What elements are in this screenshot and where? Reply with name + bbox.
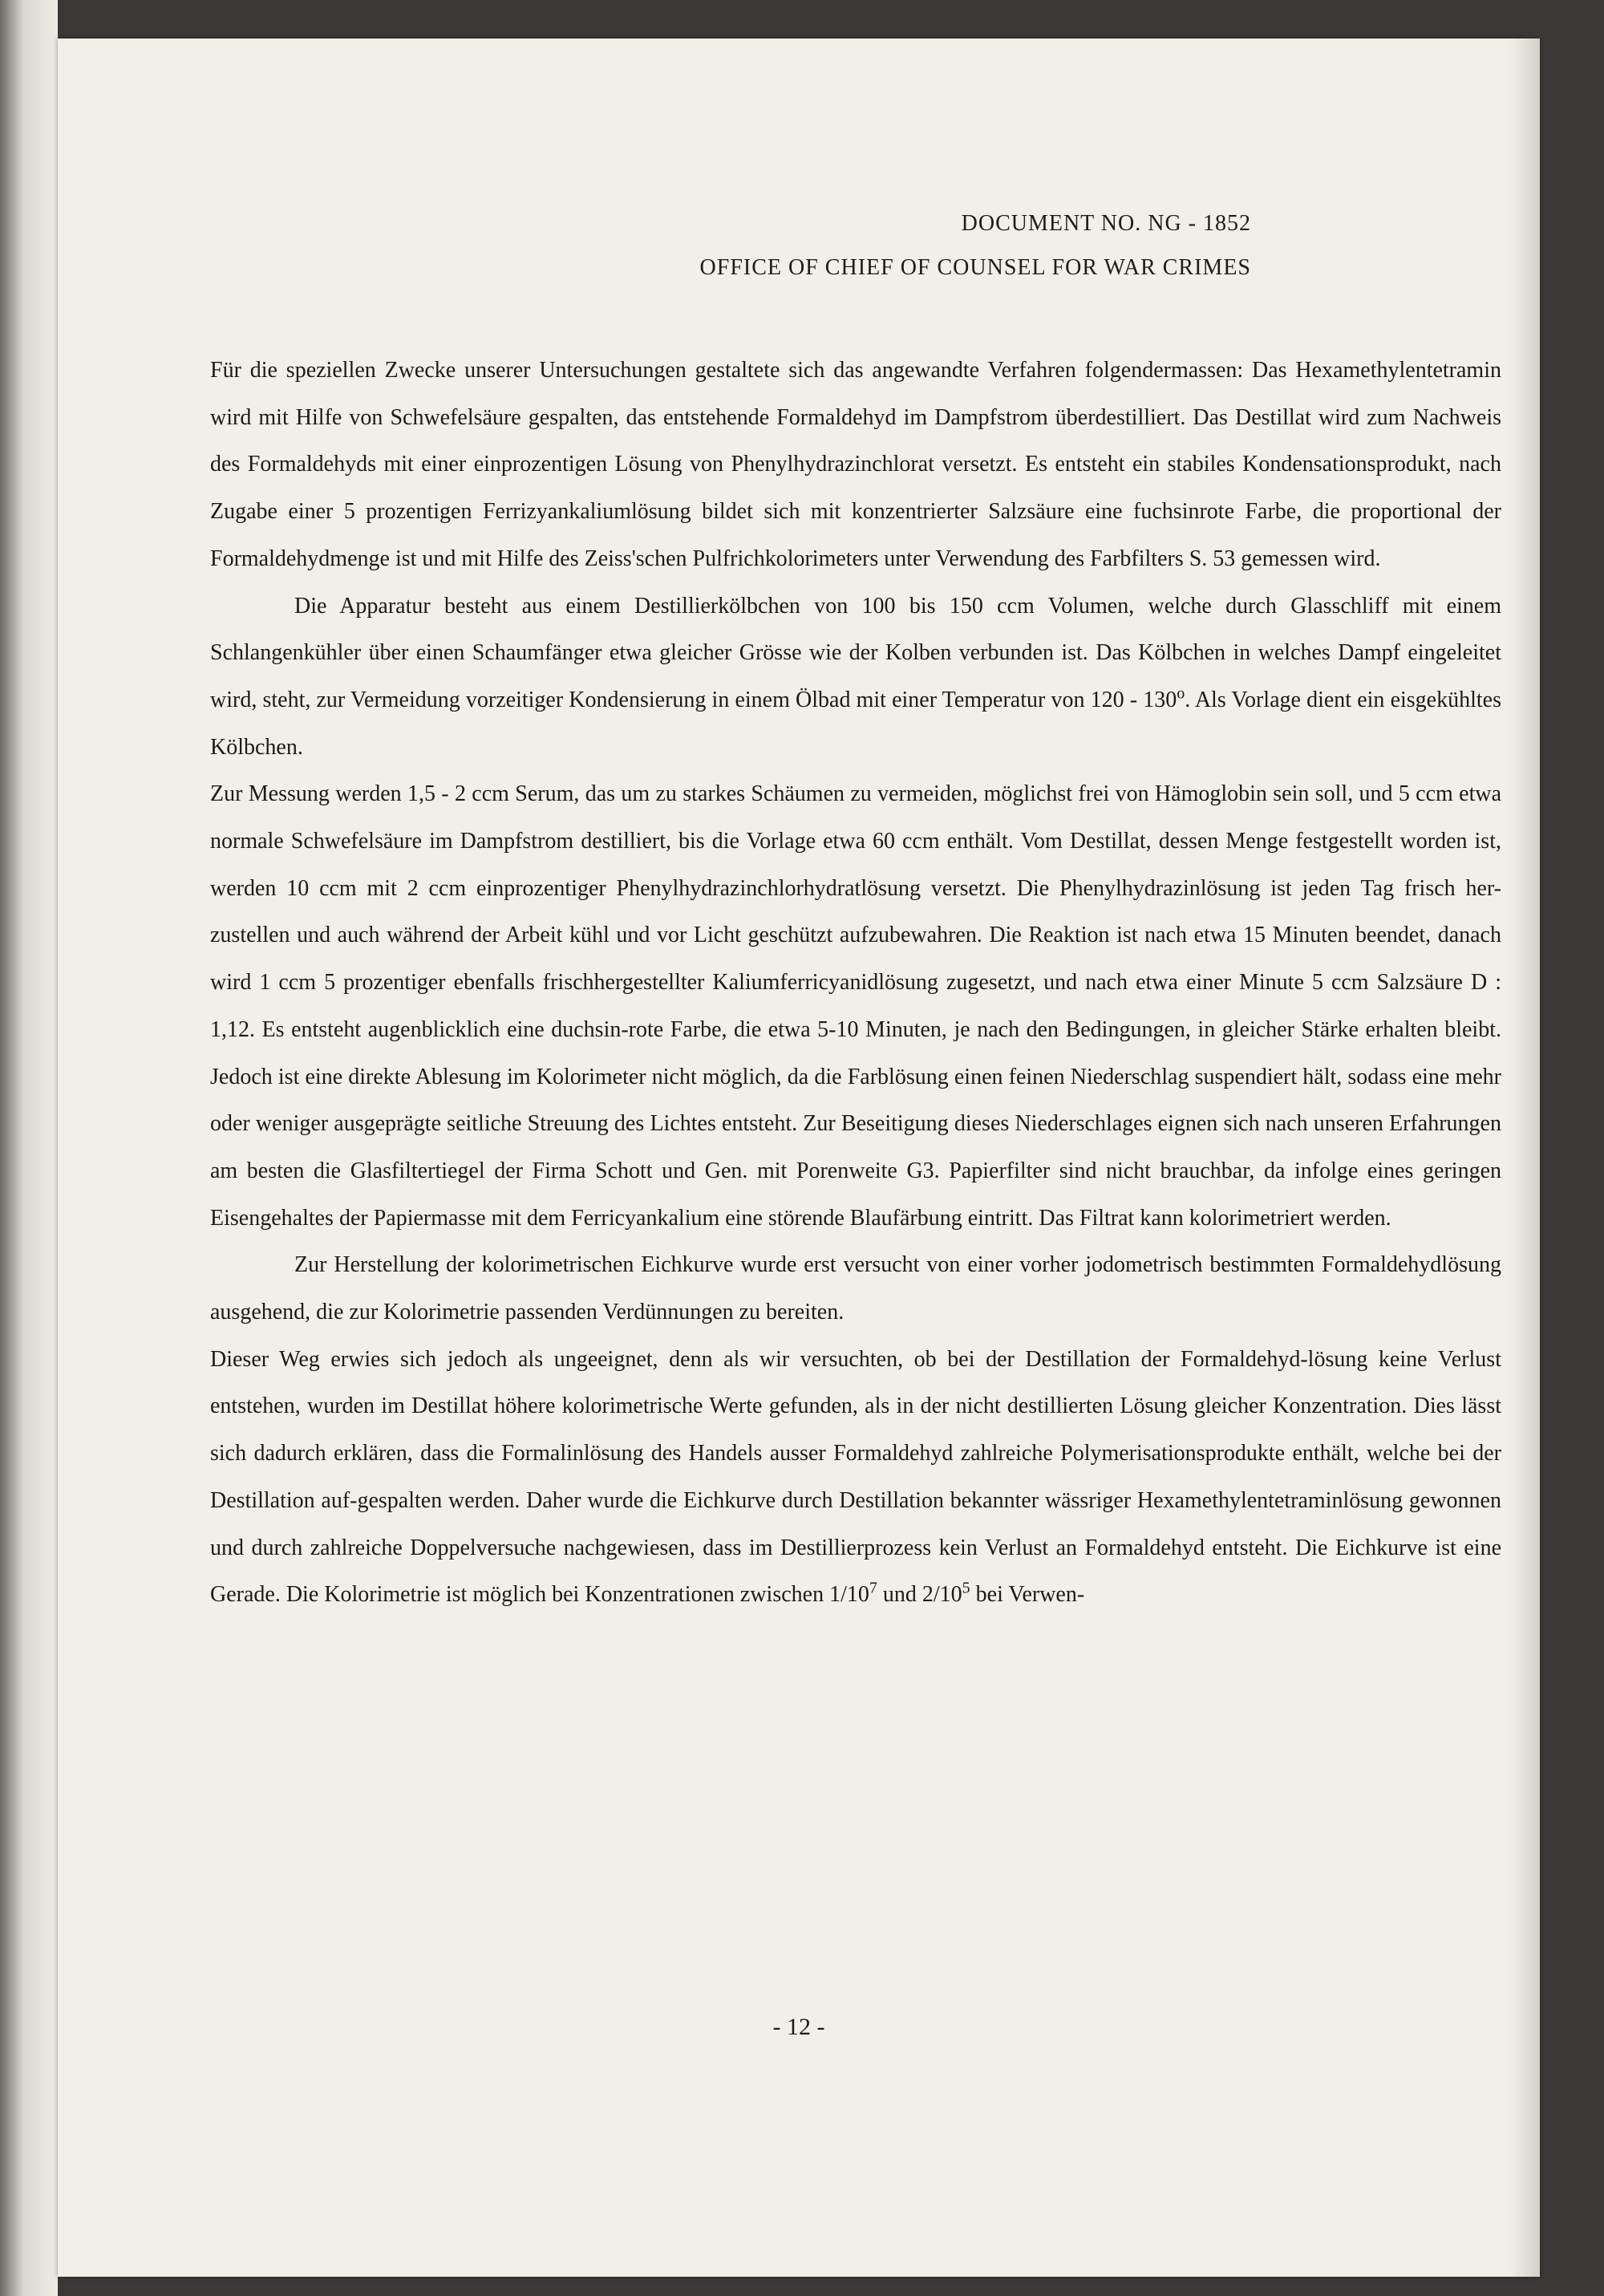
- paragraph-2: Die Apparatur besteht aus einem Destillierkölbchen von 100 bis 150 ccm Volumen, welche durch Glasschliff mit einem Schlangenkühler über einen Schaumfänger etwa gleicher Grösse wie der Kolben verbunden ist. Das Kölbchen in welches Dampf eingeleitet wird, steht, zur Vermeidung vorzeitiger Kondensierung in einem Ölbad mit einer Temperatur von 120 - 130$^o$. Als Vorlage dient ein eisgekühltes Kölbchen.: [210, 593, 1501, 760]
- office-heading: OFFICE OF CHIEF OF COUNSEL FOR WAR CRIMES: [699, 255, 1251, 280]
- exponent-7: 7: [869, 1579, 877, 1597]
- degree-superscript: o: [1177, 684, 1185, 703]
- page-number: - 12 -: [772, 2014, 825, 2040]
- paragraph-1: Für die speziellen Zwecke unserer Untersuchungen gestaltete sich das angewandte Verfahren folgendermassen: Das Hexamethylentetramin wird mit Hilfe von Schwefelsäure gespalten, das entstehende Formaldehyd im Dampfstrom überdestilliert. Das Destillat wird zum Nachweis des Formaldehyds mit einer einprozentigen Lösung von Phenylhydrazinchlorat versetzt. Es entsteht ein stabiles Kondensationsprodukt, nach Zugabe einer 5 prozentigen Ferrizyankaliumlösung bildet sich mit konzentrierter Salzsäure eine fuchsinrote Farbe, die proportional der Formaldehydmenge ist und mit Hilfe des Zeiss'schen Pulfrichkolorimeters unter Verwendung des Farbfilters S. 53 gemessen wird.: [210, 358, 1501, 571]
- adjacent-page-edge: [0, 0, 58, 2296]
- document-body: [210, 347, 1501, 1619]
- paragraph-3: Zur Messung werden 1,5 - 2 ccm Serum, das um zu starkes Schäumen zu vermeiden, möglichst frei von Hämoglobin sein soll, und 5 ccm etwa normale Schwefelsäure im Dampfstrom destilliert, bis die Vorlage etwa 60 ccm enthält. Vom Destillat, dessen Menge festgestellt worden ist, werden 10 ccm mit 2 ccm einprozentiger Phenylhydrazinchlorhydratlösung versetzt. Die Phenylhydrazinlösung ist jeden Tag frisch her-zustellen und auch während der Arbeit kühl und vor Licht geschützt aufzubewahren. Die Reaktion ist nach etwa 15 Minuten beendet, danach wird 1 ccm 5 prozentiger ebenfalls frischhergestellter Kaliumferricyanidlösung zugesetzt, und nach etwa einer Minute 5 ccm Salzsäure D : 1,12. Es entsteht augenblicklich eine duchsin-rote Farbe, die etwa 5-10 Minuten, je nach den Bedingungen, in gleicher Stärke erhalten bleibt. Jedoch ist eine direkte Ablesung im Kolorimeter nicht möglich, da die Farblösung einen feinen Niederschlag suspendiert hält, sodass eine mehr oder weniger ausgeprägte seitliche Streuung des Lichtes entsteht. Zur Beseitigung dieses Niederschlages eignen sich nach unseren Erfahrungen am besten die Glasfiltertiegel der Firma Schott und Gen. mit Porenweite G3. Papierfilter sind nicht brauchbar, da infolge eines geringen Eisengehaltes der Papiermasse mit dem Ferricyankalium eine störende Blaufärbung eintritt. Das Filtrat kann kolorimetriert werden.: [210, 781, 1501, 1231]
- exponent-5: 5: [962, 1579, 970, 1597]
- document-number: DOCUMENT NO. NG - 1852: [961, 211, 1251, 236]
- document-page: [58, 39, 1540, 2277]
- paragraph-5: Dieser Weg erwies sich jedoch als ungeeignet, denn als wir versuchten, ob bei der Destillation der Formaldehyd-lösung keine Verlust entstehen, wurden im Destillat höhere kolorimetrische Werte gefunden, als in der nicht destillierten Lösung gleicher Konzentration. Dies lässt sich dadurch erklären, dass die Formalinlösung des Handels ausser Formaldehyd zahlreiche Polymerisationsprodukte enthält, welche bei der Destillation auf-gespalten werden. Daher wurde die Eichkurve durch Destillation bekannter wässriger Hexamethylentetraminlösung gewonnen und durch zahlreiche Doppelversuche nachgewiesen, dass im Destillierprozess kein Verlust an Formaldehyd entsteht. Die Eichkurve ist eine Gerade. Die Kolorimetrie ist möglich bei Konzentrationen zwischen $1/10^7$ und $2/10^5$ bei Verwen-: [210, 1346, 1501, 1608]
- paragraph-4: Zur Herstellung der kolorimetrischen Eichkurve wurde erst versucht von einer vorher jodometrisch bestimmten Formaldehydlösung ausgehend, die zur Kolorimetrie passenden Verdünnungen zu bereiten.: [210, 1252, 1501, 1325]
